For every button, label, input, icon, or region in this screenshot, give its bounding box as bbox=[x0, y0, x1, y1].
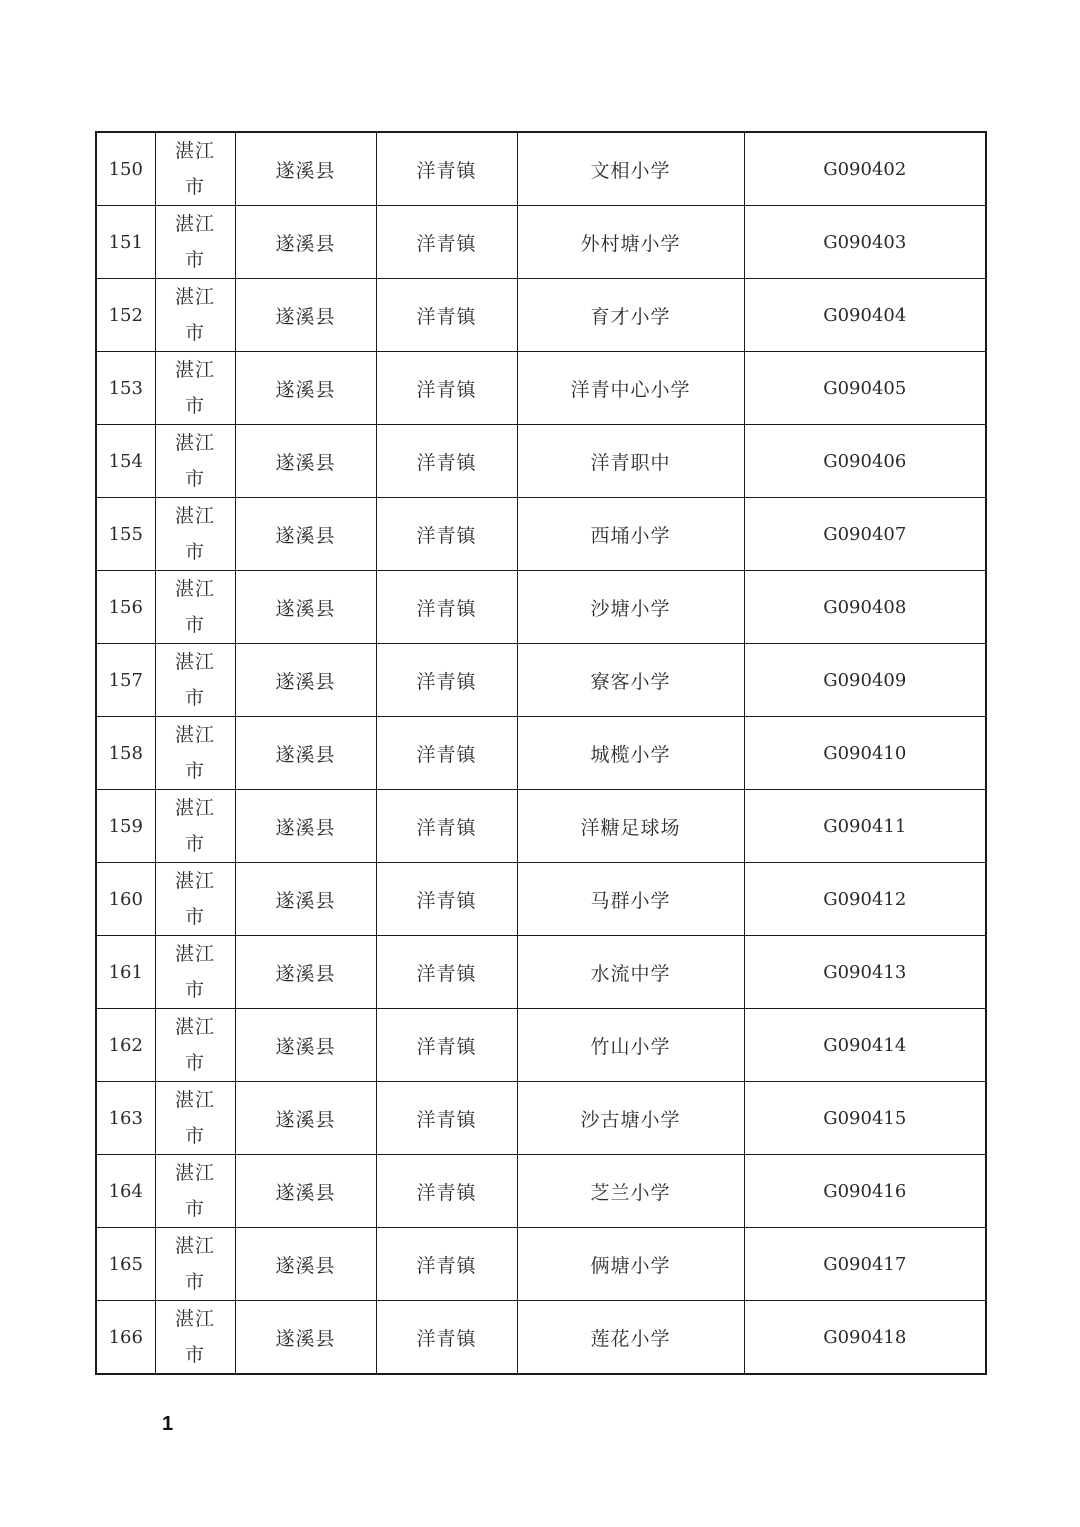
town-cell: 洋青镇 bbox=[376, 206, 517, 279]
row-number-cell: 162 bbox=[96, 1009, 155, 1082]
site-code-cell: G090412 bbox=[744, 863, 986, 936]
city-cell: 湛江市 bbox=[155, 206, 235, 279]
table-row bbox=[96, 206, 986, 279]
city-cell: 湛江市 bbox=[155, 644, 235, 717]
city-cell: 湛江市 bbox=[155, 717, 235, 790]
county-cell: 遂溪县 bbox=[235, 1301, 376, 1375]
site-code-cell: G090402 bbox=[744, 132, 986, 206]
table-row bbox=[96, 279, 986, 352]
site-code-cell: G090403 bbox=[744, 206, 986, 279]
site-name-cell: 城榄小学 bbox=[517, 717, 744, 790]
county-cell: 遂溪县 bbox=[235, 1228, 376, 1301]
city-cell: 湛江市 bbox=[155, 863, 235, 936]
table-row bbox=[96, 644, 986, 717]
county-cell: 遂溪县 bbox=[235, 863, 376, 936]
site-name-cell: 水流中学 bbox=[517, 936, 744, 1009]
row-number-cell: 164 bbox=[96, 1155, 155, 1228]
county-cell: 遂溪县 bbox=[235, 1009, 376, 1082]
site-name-cell: 俩塘小学 bbox=[517, 1228, 744, 1301]
county-cell: 遂溪县 bbox=[235, 352, 376, 425]
city-cell: 湛江市 bbox=[155, 132, 235, 206]
row-number-cell: 152 bbox=[96, 279, 155, 352]
table-row bbox=[96, 352, 986, 425]
town-cell: 洋青镇 bbox=[376, 498, 517, 571]
row-number-cell: 155 bbox=[96, 498, 155, 571]
county-cell: 遂溪县 bbox=[235, 1082, 376, 1155]
county-cell: 遂溪县 bbox=[235, 790, 376, 863]
row-number-cell: 157 bbox=[96, 644, 155, 717]
site-name-cell: 西埇小学 bbox=[517, 498, 744, 571]
row-number-cell: 160 bbox=[96, 863, 155, 936]
town-cell: 洋青镇 bbox=[376, 132, 517, 206]
site-code-cell: G090411 bbox=[744, 790, 986, 863]
city-cell: 湛江市 bbox=[155, 1155, 235, 1228]
row-number-cell: 150 bbox=[96, 132, 155, 206]
row-number-cell: 151 bbox=[96, 206, 155, 279]
table-row bbox=[96, 936, 986, 1009]
town-cell: 洋青镇 bbox=[376, 1301, 517, 1375]
town-cell: 洋青镇 bbox=[376, 1228, 517, 1301]
site-code-cell: G090408 bbox=[744, 571, 986, 644]
site-code-cell: G090415 bbox=[744, 1082, 986, 1155]
county-cell: 遂溪县 bbox=[235, 571, 376, 644]
county-cell: 遂溪县 bbox=[235, 498, 376, 571]
city-cell: 湛江市 bbox=[155, 279, 235, 352]
table-row bbox=[96, 425, 986, 498]
table-row bbox=[96, 717, 986, 790]
city-cell: 湛江市 bbox=[155, 1301, 235, 1375]
site-table bbox=[95, 131, 987, 1375]
site-code-cell: G090416 bbox=[744, 1155, 986, 1228]
row-number-cell: 158 bbox=[96, 717, 155, 790]
site-name-cell: 洋青职中 bbox=[517, 425, 744, 498]
site-name-cell: 洋糖足球场 bbox=[517, 790, 744, 863]
site-name-cell: 文相小学 bbox=[517, 132, 744, 206]
town-cell: 洋青镇 bbox=[376, 1009, 517, 1082]
city-cell: 湛江市 bbox=[155, 571, 235, 644]
town-cell: 洋青镇 bbox=[376, 936, 517, 1009]
county-cell: 遂溪县 bbox=[235, 425, 376, 498]
site-code-cell: G090413 bbox=[744, 936, 986, 1009]
city-cell: 湛江市 bbox=[155, 790, 235, 863]
table-row bbox=[96, 1228, 986, 1301]
site-code-cell: G090409 bbox=[744, 644, 986, 717]
city-cell: 湛江市 bbox=[155, 1009, 235, 1082]
row-number-cell: 153 bbox=[96, 352, 155, 425]
site-code-cell: G090404 bbox=[744, 279, 986, 352]
site-name-cell: 莲花小学 bbox=[517, 1301, 744, 1375]
site-code-cell: G090417 bbox=[744, 1228, 986, 1301]
table-row bbox=[96, 1082, 986, 1155]
county-cell: 遂溪县 bbox=[235, 717, 376, 790]
table-row bbox=[96, 790, 986, 863]
row-number-cell: 163 bbox=[96, 1082, 155, 1155]
town-cell: 洋青镇 bbox=[376, 863, 517, 936]
site-name-cell: 竹山小学 bbox=[517, 1009, 744, 1082]
row-number-cell: 165 bbox=[96, 1228, 155, 1301]
site-name-cell: 洋青中心小学 bbox=[517, 352, 744, 425]
row-number-cell: 161 bbox=[96, 936, 155, 1009]
table-row bbox=[96, 1301, 986, 1375]
city-cell: 湛江市 bbox=[155, 498, 235, 571]
county-cell: 遂溪县 bbox=[235, 132, 376, 206]
site-name-cell: 育才小学 bbox=[517, 279, 744, 352]
table-row bbox=[96, 571, 986, 644]
county-cell: 遂溪县 bbox=[235, 279, 376, 352]
table-row bbox=[96, 863, 986, 936]
county-cell: 遂溪县 bbox=[235, 936, 376, 1009]
row-number-cell: 154 bbox=[96, 425, 155, 498]
town-cell: 洋青镇 bbox=[376, 717, 517, 790]
site-code-cell: G090414 bbox=[744, 1009, 986, 1082]
city-cell: 湛江市 bbox=[155, 352, 235, 425]
table-row bbox=[96, 132, 986, 206]
town-cell: 洋青镇 bbox=[376, 571, 517, 644]
row-number-cell: 156 bbox=[96, 571, 155, 644]
site-code-cell: G090405 bbox=[744, 352, 986, 425]
row-number-cell: 159 bbox=[96, 790, 155, 863]
town-cell: 洋青镇 bbox=[376, 1082, 517, 1155]
city-cell: 湛江市 bbox=[155, 1082, 235, 1155]
site-code-cell: G090418 bbox=[744, 1301, 986, 1375]
site-name-cell: 芝兰小学 bbox=[517, 1155, 744, 1228]
county-cell: 遂溪县 bbox=[235, 1155, 376, 1228]
table-row bbox=[96, 1155, 986, 1228]
page-number: 1 bbox=[162, 1413, 174, 1435]
site-name-cell: 马群小学 bbox=[517, 863, 744, 936]
table-body bbox=[96, 132, 986, 1374]
site-code-cell: G090407 bbox=[744, 498, 986, 571]
table-row bbox=[96, 498, 986, 571]
site-name-cell: 沙塘小学 bbox=[517, 571, 744, 644]
county-cell: 遂溪县 bbox=[235, 206, 376, 279]
county-cell: 遂溪县 bbox=[235, 644, 376, 717]
town-cell: 洋青镇 bbox=[376, 1155, 517, 1228]
town-cell: 洋青镇 bbox=[376, 352, 517, 425]
town-cell: 洋青镇 bbox=[376, 279, 517, 352]
row-number-cell: 166 bbox=[96, 1301, 155, 1375]
site-name-cell: 外村塘小学 bbox=[517, 206, 744, 279]
table-row bbox=[96, 1009, 986, 1082]
site-code-cell: G090410 bbox=[744, 717, 986, 790]
town-cell: 洋青镇 bbox=[376, 425, 517, 498]
town-cell: 洋青镇 bbox=[376, 644, 517, 717]
site-code-cell: G090406 bbox=[744, 425, 986, 498]
city-cell: 湛江市 bbox=[155, 936, 235, 1009]
city-cell: 湛江市 bbox=[155, 1228, 235, 1301]
town-cell: 洋青镇 bbox=[376, 790, 517, 863]
city-cell: 湛江市 bbox=[155, 425, 235, 498]
site-name-cell: 沙古塘小学 bbox=[517, 1082, 744, 1155]
site-name-cell: 寮客小学 bbox=[517, 644, 744, 717]
